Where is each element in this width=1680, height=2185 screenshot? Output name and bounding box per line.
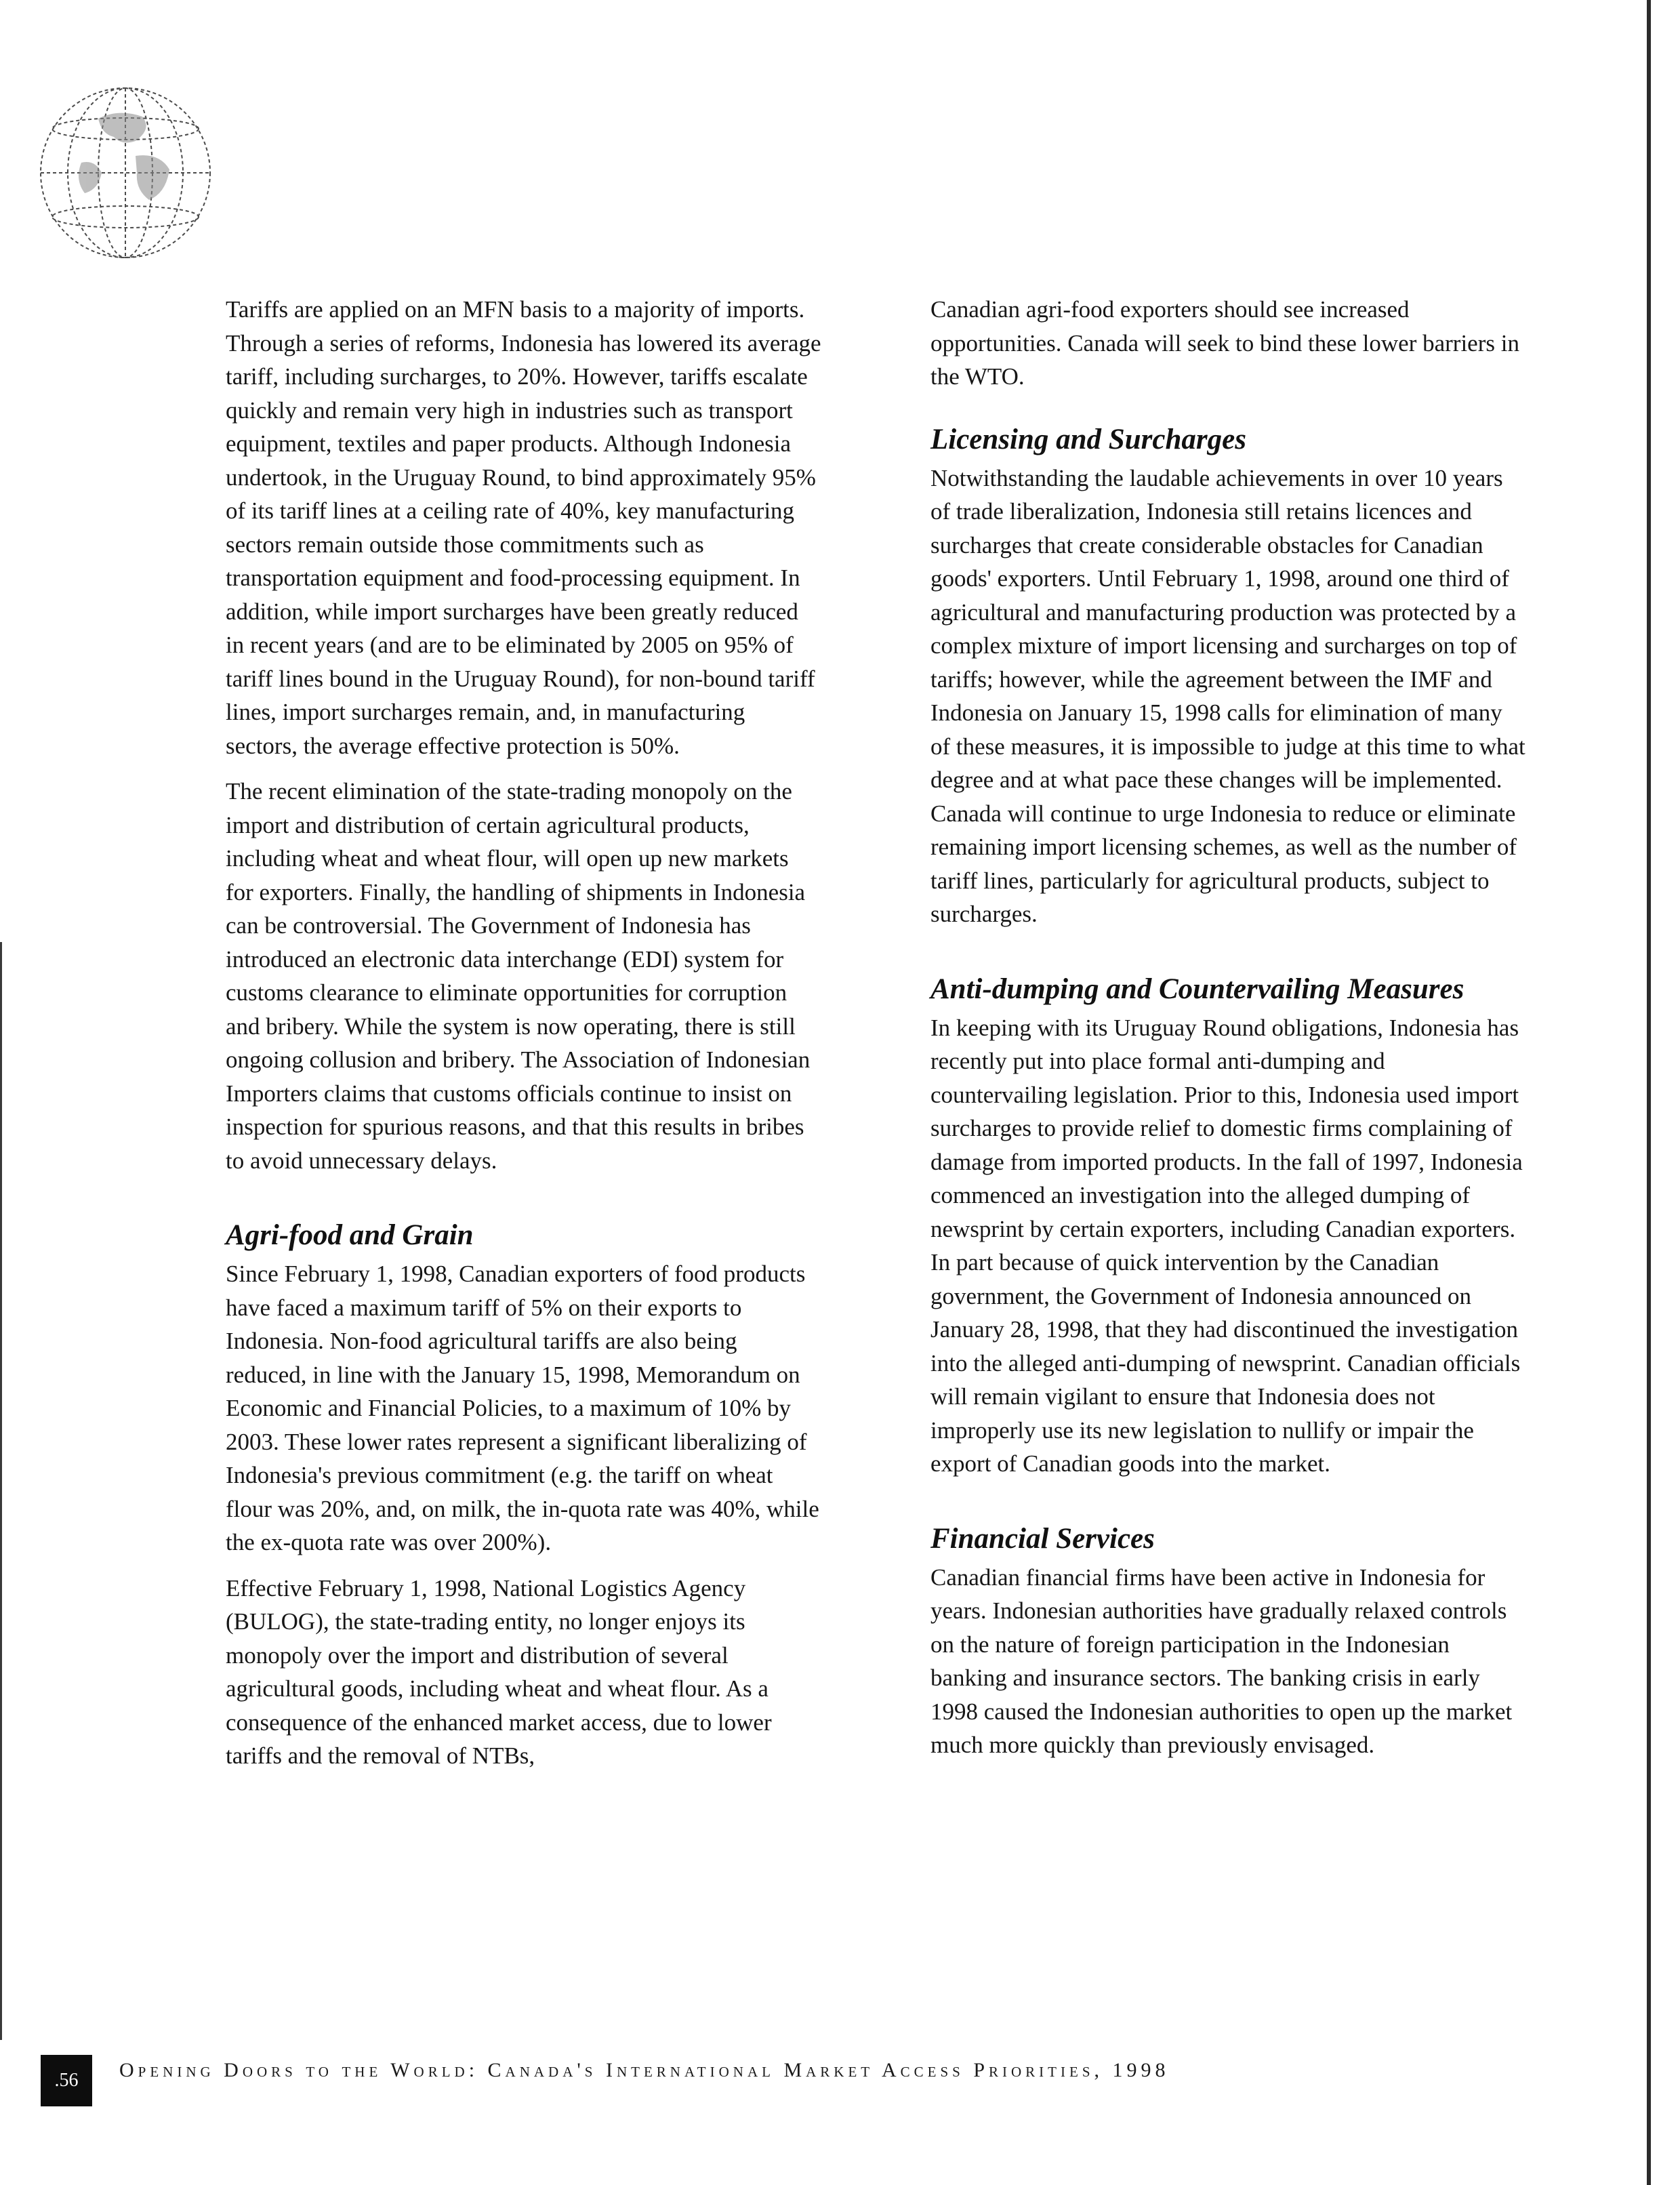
agri-food-paragraph: Since February 1, 1998, Canadian exporters of food products have faced a maximum tariff of 5% on their exports to Indonesia. Non-food agricultural tariffs are also being reduced, in line with the January 15, 1998, Memorandum on Economic and Financial Policies, to a maximum of 10% by 2003. These lower rates represent a significant liberalizing of Indonesia's previous commitment (e.g. the tariff on wheat flour was 20%, and, on milk, the in-quota rate was 40%, while the ex-quota rate was over 200%).	[226, 1261, 819, 1555]
tariffs-paragraph: Tariffs are applied on an MFN basis to a majority of imports. Through a series of reforms, Indonesia has lowered its average tariff, including surcharges, to 20%. However, tariffs escalate quickly and remain very high in industries such as transport equipment, textiles and paper products. Although Indonesia undertook, in the Uruguay Round, to bind approximately 95% of its tariff lines at a ceiling rate of 40%, key manufacturing sectors remain outside those commitments such as transportation equipment and food-processing equipment. In addition, while import surcharges have been greatly reduced in recent years (and are to be eliminated by 2005 on 95% of tariff lines bound in the Uruguay Round), for non-bound tariff lines, import surcharges remain, and, in manufacturing sectors, the average effective protection is 50%.	[226, 296, 821, 759]
scan-edge-left	[0, 942, 2, 2040]
state-trading-paragraph: The recent elimination of the state-trading monopoly on the import and distribution of certain agricultural products, including wheat and wheat flour, will open up new markets for exporters. Finally, the handling of shipments in Indonesia can be controversial. The Government of Indonesia has introduced an electronic data interchange (EDI) system for customs clearance to eliminate opportunities for corruption and bribery. While the system is now operating, there is still ongoing collusion and bribery. The Association of Indonesian Importers claims that customs officials continue to insist on inspection for spurious reasons, and that this results in bribes to avoid unnecessary delays.	[226, 778, 811, 1174]
agri-food-continuation: Canadian agri-food exporters should see increased opportunities. Canada will seek to bind these lower barriers in the WTO.	[930, 296, 1519, 390]
antidumping-heading: Anti-dumping and Countervailing Measures	[930, 973, 1464, 1005]
scan-edge-right	[1647, 0, 1651, 2185]
left-column	[226, 293, 822, 1785]
antidumping-paragraph: In keeping with its Uruguay Round obligations, Indonesia has recently put into place formal anti-dumping and countervailing legislation. Prior to this, Indonesia used import surcharges to provide relief to domestic firms complaining of damage from imported products. In the fall of 1997, Indonesia commenced an investigation into the alleged dumping of newsprint by certain exporters, including Canadian exporters. In part because of quick intervention by the Canadian government, the Government of Indonesia announced on January 28, 1998, that they had discontinued the investigation into the alleged anti-dumping of newsprint. Canadian officials will remain vigilant to ensure that Indonesia does not improperly use its new legislation to nullify or impair the export of Canadian goods into the market.	[930, 1014, 1523, 1477]
running-footer-title: Opening Doors to the World: Canada's International Market Access Priorities, 1998	[119, 2059, 1170, 2081]
bulog-paragraph: Effective February 1, 1998, National Logistics Agency (BULOG), the state-trading entity, no longer enjoys its monopoly over the import and distribution of several agricultural goods, including wheat and wheat flour. As a consequence of the enhanced market access, due to lower tariffs and the removal of NTBs,	[226, 1574, 772, 1769]
right-column	[930, 293, 1527, 1774]
licensing-paragraph: Notwithstanding the laudable achievements in over 10 years of trade liberalization, Indonesia still retains licences and surcharges that create considerable obstacles for Canadian goods' exporters. Until February 1, 1998, around one third of agricultural and manufacturing production was protected by a complex mixture of import licensing and surcharges on top of tariffs; however, while the agreement between the IMF and Indonesia on January 15, 1998 calls for elimination of many of these measures, it is impossible to judge at this time to what degree and at what pace these changes will be implemented. Canada will continue to urge Indonesia to reduce or eliminate remaining import licensing schemes, as well as the number of tariff lines, particularly for agricultural products, subject to surcharges.	[930, 464, 1525, 927]
agri-food-heading: Agri-food and Grain	[226, 1219, 474, 1251]
globe-icon	[34, 81, 217, 264]
financial-paragraph: Canadian financial firms have been active in Indonesia for years. Indonesian authorities have gradually relaxed controls on the nature of foreign participation in the Indonesian banking and insurance sectors. The banking crisis in early 1998 caused the Indonesian authorities to open up the market much more quickly than previously envisaged.	[930, 1564, 1513, 1758]
financial-heading: Financial Services	[930, 1522, 1155, 1555]
licensing-heading: Licensing and Surcharges	[930, 423, 1246, 455]
page-number: .56	[41, 2055, 92, 2106]
